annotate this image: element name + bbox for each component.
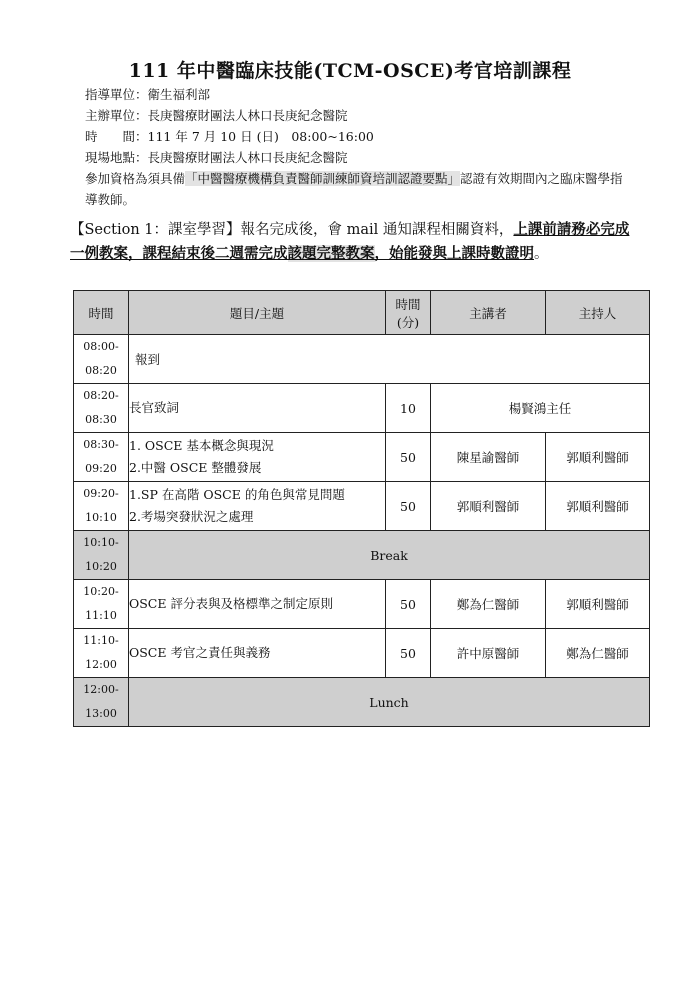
topic-line-2: 2.中醫 OSCE 整體發展 — [129, 460, 262, 475]
page-title: 111 年中醫臨床技能(TCM-OSCE)考官培訓課程 — [128, 60, 572, 82]
host-unit-label: 主辦單位： — [85, 108, 148, 123]
header-topic: 題目/主題 — [129, 291, 386, 335]
event-time — [85, 126, 645, 147]
time-end: 09:20 — [85, 462, 117, 475]
event-time-label: 時 間： — [85, 129, 148, 144]
table-row — [74, 384, 650, 433]
time-end: 10:10 — [85, 511, 117, 524]
time-start: 09:20- — [83, 487, 119, 500]
table-row — [74, 678, 650, 727]
header-host: 主持人 — [546, 291, 650, 335]
time-cell — [74, 580, 129, 629]
time-start: 10:20- — [83, 585, 119, 598]
speaker-cell: 許中原醫師 — [431, 629, 546, 678]
table-header-row — [74, 291, 650, 335]
time-cell — [74, 433, 129, 482]
schedule-table — [73, 290, 650, 727]
header-minutes-line1: 時間 — [395, 296, 421, 312]
guide-unit — [85, 84, 645, 105]
section-highlight: 該題完整教案 — [287, 245, 375, 262]
table-row — [74, 531, 650, 580]
time-end: 08:30 — [85, 413, 117, 426]
qualification-post: 認證有效期間內之臨床醫學指導教師。 — [85, 171, 623, 207]
section-end: 。 — [534, 246, 549, 262]
host-cell: 郭順利醫師 — [546, 580, 650, 629]
speaker-host-cell: 楊賢鴻主任 — [431, 384, 650, 433]
time-end: 08:20 — [85, 364, 117, 377]
table-row — [74, 580, 650, 629]
section-text: 報名完成後，會 mail 通知課程相關資料， — [240, 222, 514, 238]
topic-line-1: 1. OSCE 基本概念與現況 — [129, 438, 274, 453]
event-time-value: 111 年 7 月 10 日 (日) 08:00~16:00 — [147, 129, 374, 144]
time-end: 11:10 — [85, 609, 117, 622]
host-cell: 郭順利醫師 — [546, 433, 650, 482]
time-end: 12:00 — [85, 658, 117, 671]
table-row — [74, 482, 650, 531]
time-cell — [74, 531, 129, 580]
qualification-pre: 參加資格為須具備 — [85, 171, 186, 186]
time-cell — [74, 335, 129, 384]
guide-unit-label: 指導單位： — [85, 87, 148, 102]
table-row — [74, 433, 650, 482]
table-row — [74, 629, 650, 678]
topic-line-1: 1.SP 在高階 OSCE 的角色與常見問題 — [129, 487, 345, 502]
qualification — [85, 168, 630, 210]
topic-cell — [129, 482, 386, 531]
minutes-cell: 50 — [386, 580, 431, 629]
qualification-highlight: 「中醫醫療機構負責醫師訓練師資培訓認證要點」 — [185, 171, 461, 186]
time-start: 08:00- — [83, 340, 119, 353]
header-time: 時間 — [74, 291, 129, 335]
topic-line-2: 2.考場突發狀況之處理 — [129, 509, 254, 524]
venue-value: 長庚醫療財團法人林口長庚紀念醫院 — [147, 150, 348, 165]
topic-cell: OSCE 評分表與及格標準之制定原則 — [129, 580, 386, 629]
time-cell — [74, 384, 129, 433]
minutes-cell: 50 — [386, 629, 431, 678]
section-underline-2: ，始能發與上課時數證明 — [374, 245, 534, 262]
minutes-cell: 10 — [386, 384, 431, 433]
topic-cell: OSCE 考官之責任與義務 — [129, 629, 386, 678]
time-start: 11:10- — [83, 634, 119, 647]
header-minutes — [386, 291, 431, 335]
section-underline-1: 上課前請務必完成一例教案，課程結束後二週需完成 — [70, 221, 630, 262]
host-unit-value: 長庚醫療財團法人林口長庚紀念醫院 — [147, 108, 348, 123]
section-label: 【Section 1：課室學習】 — [70, 222, 241, 238]
time-cell — [74, 629, 129, 678]
course-info — [85, 84, 645, 210]
host-cell: 鄭為仁醫師 — [546, 629, 650, 678]
time-cell — [74, 482, 129, 531]
host-cell: 郭順利醫師 — [546, 482, 650, 531]
venue-label: 現場地點： — [85, 150, 148, 165]
time-start: 08:30- — [83, 438, 119, 451]
time-end: 13:00 — [85, 707, 117, 720]
minutes-cell: 50 — [386, 433, 431, 482]
time-cell — [74, 678, 129, 727]
time-start: 08:20- — [83, 389, 119, 402]
topic-cell: 報到 — [129, 335, 650, 384]
time-start: 10:10- — [83, 536, 119, 549]
host-unit — [85, 105, 645, 126]
section-note — [70, 218, 640, 266]
speaker-cell: 鄭為仁醫師 — [431, 580, 546, 629]
time-end: 10:20 — [85, 560, 117, 573]
break-cell: Break — [129, 531, 650, 580]
speaker-cell: 陳星諭醫師 — [431, 433, 546, 482]
topic-cell: 長官致詞 — [129, 384, 386, 433]
lunch-cell: Lunch — [129, 678, 650, 727]
header-speaker: 主講者 — [431, 291, 546, 335]
header-minutes-line2: (分) — [396, 314, 420, 330]
table-row — [74, 335, 650, 384]
minutes-cell: 50 — [386, 482, 431, 531]
venue — [85, 147, 645, 168]
topic-cell — [129, 433, 386, 482]
time-start: 12:00- — [83, 683, 119, 696]
guide-unit-value: 衛生福利部 — [147, 87, 211, 102]
speaker-cell: 郭順利醫師 — [431, 482, 546, 531]
